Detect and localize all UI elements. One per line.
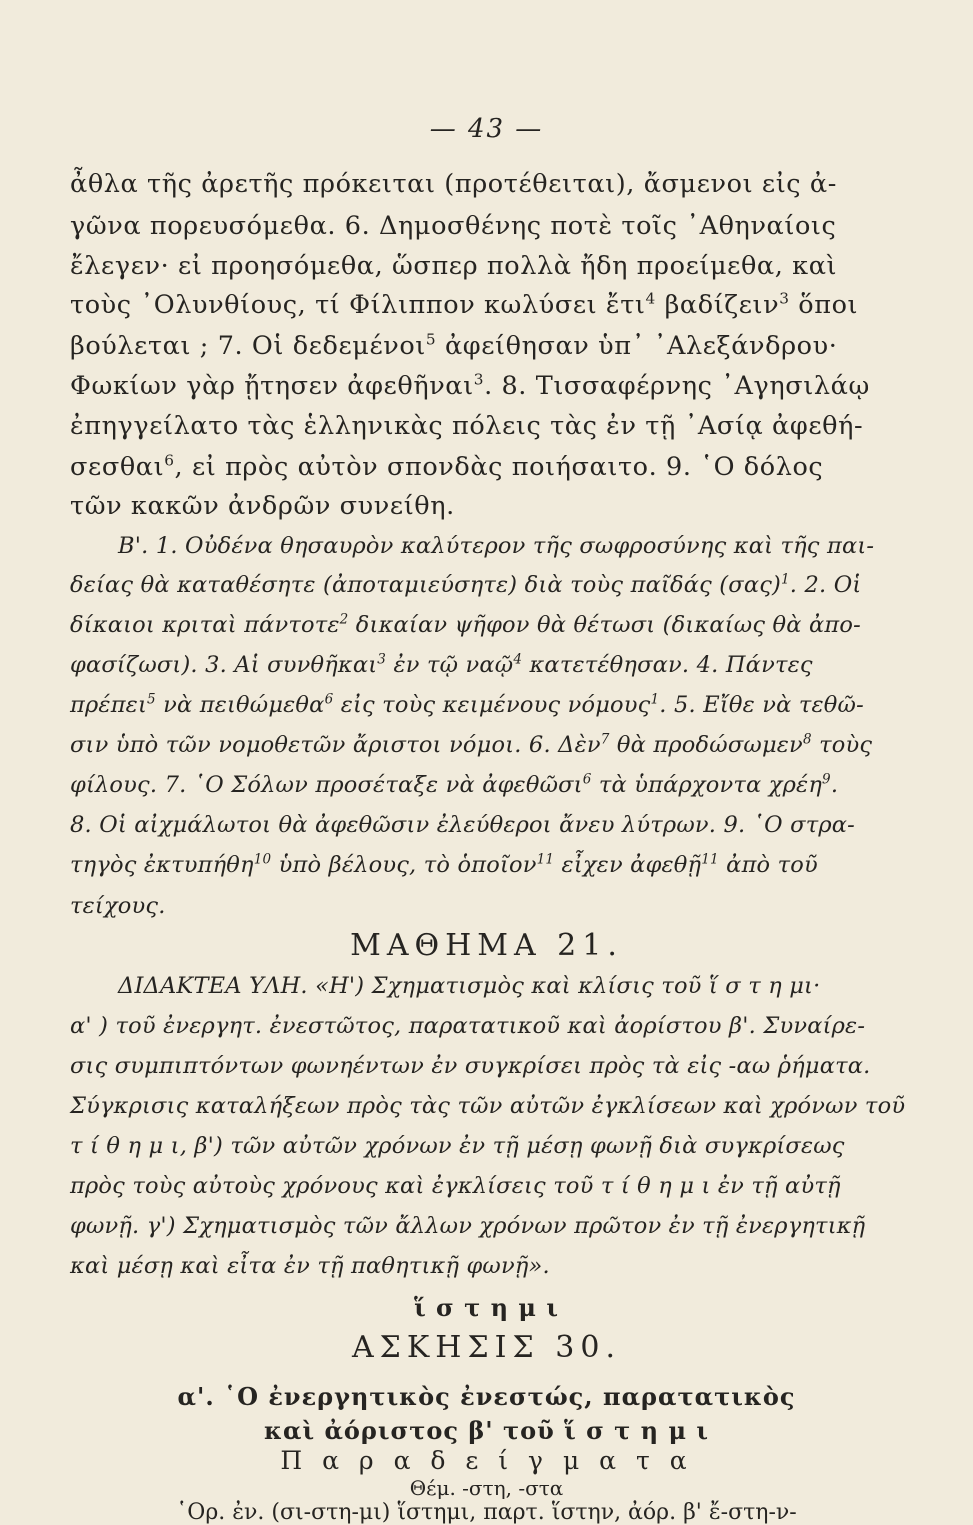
syllabus-line: καὶ μέσῃ καὶ εἶτα ἐν τῇ παθητικῇ φωνῇ». (70, 1253, 550, 1279)
text-line: γῶνα πορευσόμεθα. 6. Δημοσθένης ποτὲ τοῖς ᾿Αθηναίοις (70, 211, 837, 241)
exercise-title: ΑΣΚΗΣΙΣ 30. (352, 1330, 621, 1365)
syllabus-line: Σύγκρισις καταλήξεων πρὸς τὰς τῶν αὐτῶν ἐγκλίσεων καὶ χρόνων τοῦ (70, 1093, 906, 1119)
syllabus-line: τ ί θ η μ ι, β') τῶν αὐτῶν χρόνων ἐν τῇ μέσῃ φωνῇ διὰ συγκρίσεως (70, 1133, 845, 1159)
exercise-b-line: 8. Οἱ αἰχμάλωτοι θὰ ἀφεθῶσιν ἐλεύθεροι ἄνευ λύτρων. 9. ῾Ο στρα- (70, 812, 855, 838)
text-line: σεσθαι$^6$, εἰ πρὸς αὐτὸν σπονδὰς ποιήσαιτο. 9. ῾Ο δόλος (70, 451, 824, 482)
syllabus-line: α' ) τοῦ ἐνεργητ. ἐνεστῶτος, παρατατικοῦ καὶ ἀορίστου β'. Συναίρε- (70, 1013, 866, 1039)
lesson-title: ΜΑΘΗΜΑ 21. (350, 928, 623, 963)
verb-heading: ἵ σ τ η μ ι (414, 1293, 559, 1322)
page-number: — 43 — (429, 114, 544, 144)
exercise-b-line: δείας θὰ καταθέσητε (ἀποταμιεύσητε) διὰ τοὺς παῖδάς $(\sigma\alpha\varsigma)^1$. 2. Οἱ (70, 571, 862, 598)
exercise-b-line: φίλους. 7. ῾Ο Σόλων προσέταξε νὰ ἀφεθῶσι$^6$ τὰ ὑπάρχοντα χρέη$^9$. (70, 771, 839, 798)
text-line: ἔλεγεν· εἰ προησόμεθα, ὥσπερ πολλὰ ἤδη προείμεθα, καὶ (70, 251, 838, 281)
exercise-b-line: φασίζωσι). 3. Αἱ συνθῆκαι$^3$ ἐν τῷ ναῷ$^4$ κατετέθησαν. 4. Πάντες (70, 651, 813, 678)
section-heading: καὶ ἀόριστος β' τοῦ ἵ σ τ η μ ι (264, 1416, 709, 1445)
syllabus-line: σις συμπιπτόντων φωνηέντων ἐν συγκρίσει πρὸς τὰ εἰς -αω ῥήματα. (70, 1053, 871, 1079)
syllabus-line: φωνῇ. γ') Σχηματισμὸς τῶν ἄλλων χρόνων πρῶτον ἐν τῇ ἐνεργητικῇ (70, 1213, 866, 1239)
text-line: τοὺς ᾿Ολυνθίους, τί Φίλιππον κωλύσει ἔτι$^4$ βαδίζειν$^3$ ὅποι (70, 289, 859, 320)
stem-line: Θέμ. -στη, -στα (409, 1476, 564, 1500)
exercise-b-line: τείχους. (70, 893, 166, 919)
examples-heading: Π α ρ α δ ε ί γ μ α τ α (280, 1446, 693, 1475)
text-line: ἐπηγγείλατο τὰς ἑλληνικὰς πόλεις τὰς ἐν τῇ ᾿Ασίᾳ ἀφεθή- (70, 411, 864, 441)
exercise-b-line: δίκαιοι κριταὶ πάντοτε$^2$ δικαίαν ψῆφον θὰ θέτωσι (δικαίως θὰ ἀπο- (70, 611, 861, 638)
paradigm-line: ῾Ορ. ἐν. (σι-στη-μι) ἵστημι, παρτ. ἵστην, ἀόρ. β' ἔ-στη-ν- (176, 1500, 797, 1525)
section-heading: α'. ῾Ο ἐνεργητικὸς ἐνεστώς, παρατατικὸς (177, 1382, 796, 1411)
exercise-b-line: πρέπει$^5$ νὰ πειθώμεθα$^6$ εἰς τοὺς κειμένους νόμους$^1$. 5. Εἴθε νὰ τεθῶ- (70, 691, 864, 718)
text-line: Φωκίων γὰρ ᾔτησεν ἀφεθῆναι$^3$. 8. Τισσαφέρνης ᾿Αγησιλάῳ (70, 370, 870, 401)
exercise-b-line: τηγὸς ἐκτυπήθη$^{10}$ ὑπὸ βέλους, τὸ ὁποῖον$^{11}$ εἶχεν ἀφεθῇ$^{11}$ ἀπὸ τοῦ (70, 851, 818, 878)
text-line: βούλεται ; 7. Οἱ δεδεμένοι$^5$ ἀφείθησαν ὑπ᾿ ᾿Αλεξάνδρου· (70, 330, 838, 361)
text-line: τῶν κακῶν ἀνδρῶν συνείθη. (70, 491, 455, 521)
syllabus-line: ΔΙΔΑΚΤΕΑ ΥΛΗ. «Η') Σχηματισμὸς καὶ κλίσις τοῦ ἵ σ τ η μι· (118, 973, 821, 999)
text-line: ἆθλα τῆς ἀρετῆς πρόκειται (προτέθειται), ἄσμενοι εἰς ἀ- (70, 169, 837, 199)
exercise-b-line: Β'. 1. Οὐδένα θησαυρὸν καλύτερον τῆς σωφροσύνης καὶ τῆς παι- (118, 533, 875, 559)
exercise-b-line: σιν ὑπὸ τῶν νομοθετῶν ἄριστοι νόμοι. 6. Δὲν$^7$ θὰ προδώσωμεν$^8$ τοὺς (70, 731, 873, 758)
syllabus-line: πρὸς τοὺς αὐτοὺς χρόνους καὶ ἐγκλίσεις τοῦ τ ί θ η μ ι ἐν τῇ αὐτῇ (70, 1173, 841, 1199)
